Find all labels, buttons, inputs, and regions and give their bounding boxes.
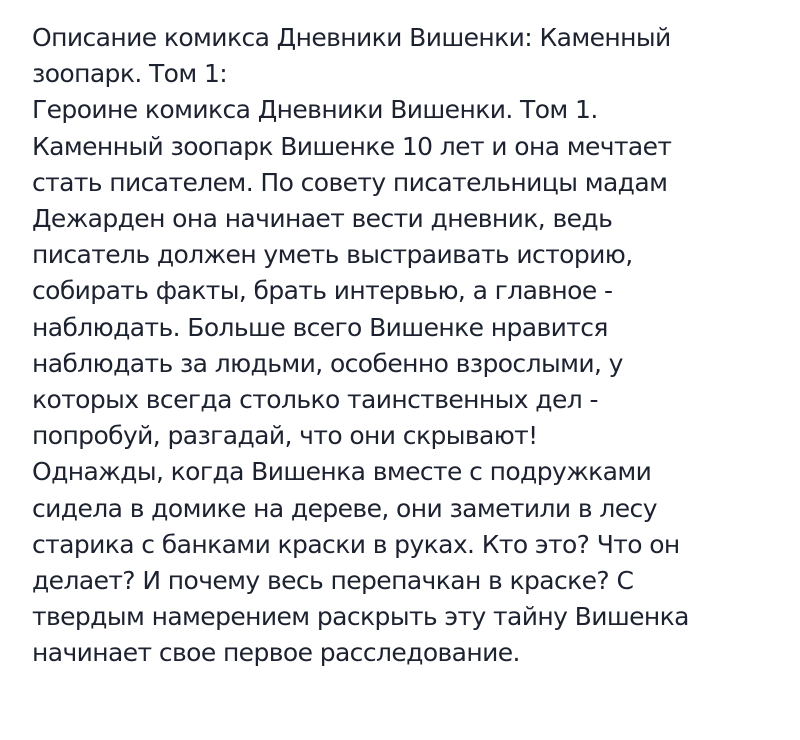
text-line-6: Дежарден она начинает вести дневник, ведь — [32, 204, 613, 234]
text-line-18: начинает свое первое расследование. — [32, 638, 520, 668]
text-line-8: собирать факты, брать интервью, а главное - — [32, 276, 613, 306]
text-line-17: твердым намерением раскрыть эту тайну Вишенка — [32, 602, 689, 632]
text-line-1: Описание комикса Дневники Вишенки: Каменный — [32, 23, 671, 52]
text-line-7: писатель должен уметь выстраивать историю, — [32, 240, 633, 270]
description-text — [32, 20, 776, 672]
text-line-2: зоопарк. Том 1: — [32, 59, 228, 89]
text-line-14: сидела в домике на дереве, они заметили в лесу — [32, 493, 657, 523]
text-line-12: попробуй, разгадай, что они скрывают! — [32, 421, 538, 451]
text-line-5: стать писателем. По совету писательницы мадам — [32, 167, 668, 197]
text-line-15: старика с банками краски в руках. Кто это? Что он — [32, 529, 680, 559]
text-line-4: Каменный зоопарк Вишенке 10 лет и она мечтает — [32, 131, 672, 161]
text-line-3: Героине комикса Дневники Вишенки. Том 1. — [32, 95, 598, 125]
text-line-13: Однажды, когда Вишенка вместе с подружками — [32, 457, 652, 487]
text-line-10: наблюдать за людьми, особенно взрослыми, у — [32, 348, 623, 378]
text-line-16: делает? И почему весь перепачкан в краске? С — [32, 566, 634, 596]
text-line-11: которых всегда столько таинственных дел - — [32, 385, 598, 415]
text-line-9: наблюдать. Больше всего Вишенке нравится — [32, 312, 608, 342]
